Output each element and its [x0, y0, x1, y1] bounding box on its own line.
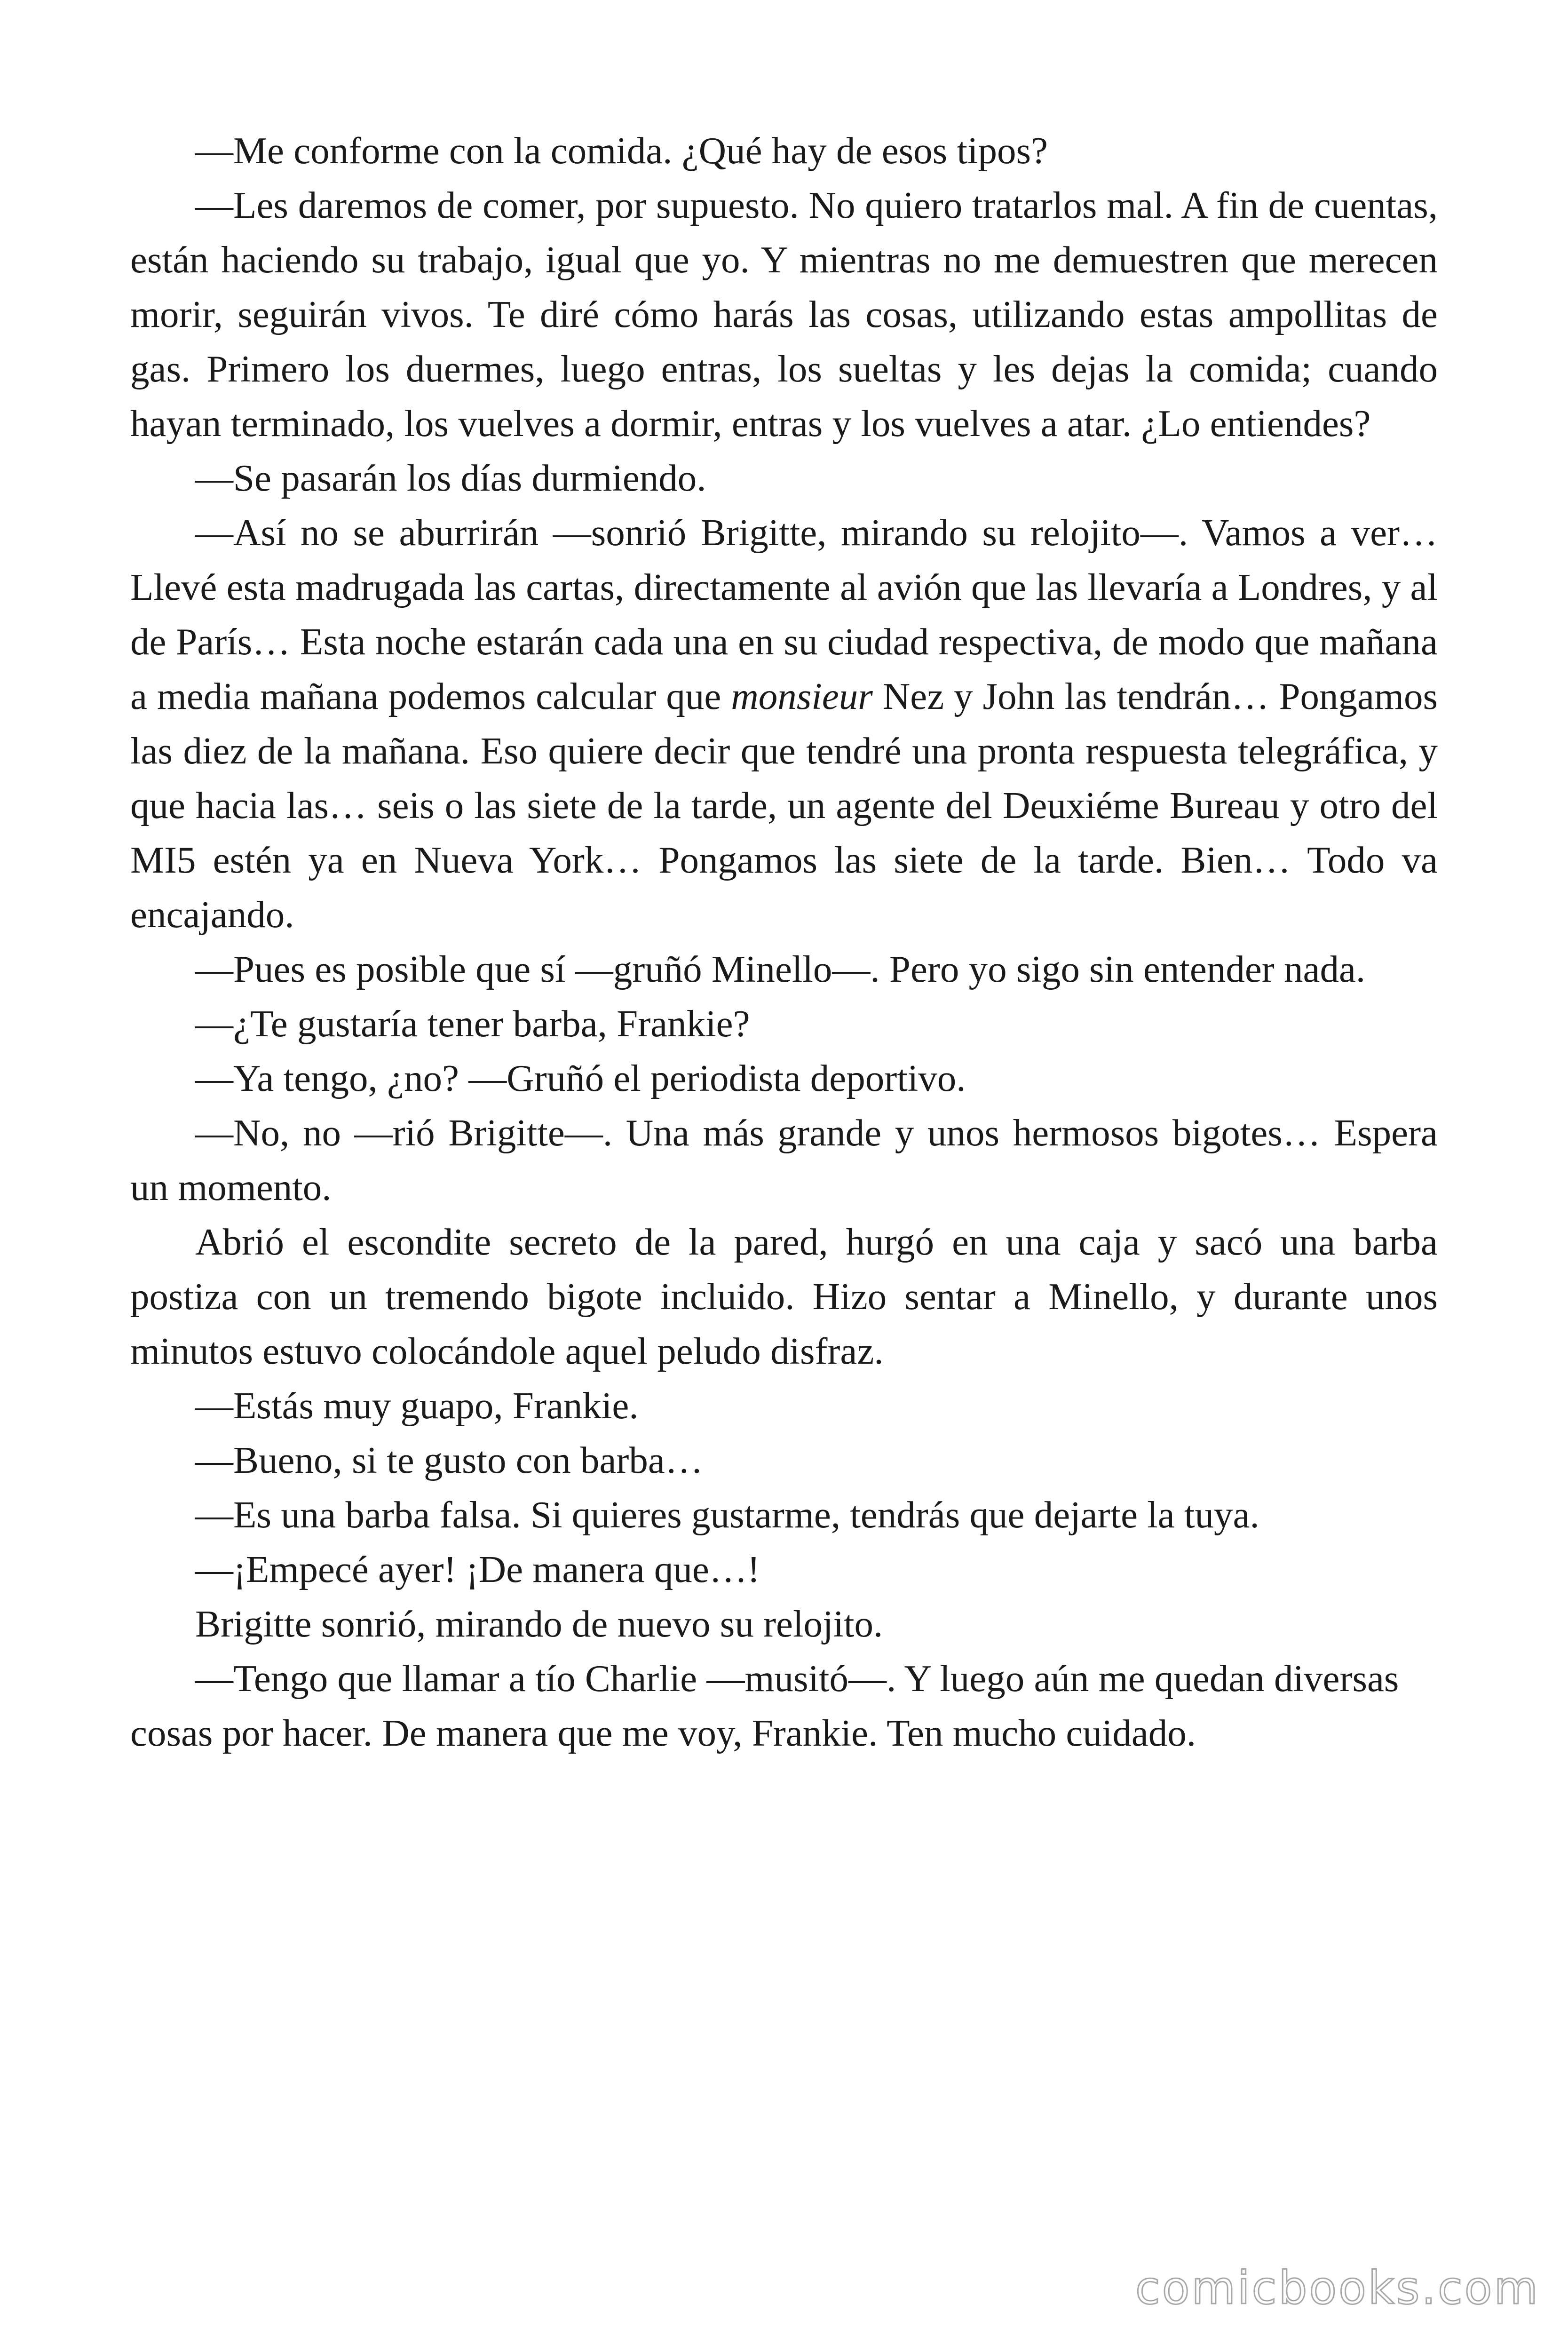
paragraph: Brigitte sonrió, mirando de nuevo su relojito.	[195, 1603, 883, 1645]
paragraph: —Me conforme con la comida. ¿Qué hay de esos tipos?	[195, 129, 1048, 172]
italic-word: monsieur	[731, 675, 873, 717]
paragraph-text: —Así no se aburrirán —sonrió Brigitte, mirando su relojito—. Vamos a ver… Llevé esta madrugada las cartas, directamente al avión que las llevaría a Londres, y al de París… Esta noche estarán cada una en su ciudad respectiva, de modo que mañana a media mañana podemos calcular que	[130, 511, 1438, 717]
paragraph: —Ya tengo, ¿no? —Gruñó el periodista deportivo.	[195, 1057, 966, 1099]
paragraph: —Les daremos de comer, por supuesto. No quiero tratarlos mal. A fin de cuentas, están haciendo su trabajo, igual que yo. Y mientras no me demuestren que merecen morir, seguirán vivos. Te diré cómo harás las cosas, utilizando estas ampollitas de gas. Primero los duermes, luego entras, los sueltas y les dejas la comida; cuando hayan terminado, los vuelves a dormir, entras y los vuelves a atar. ¿Lo entiendes?	[130, 184, 1438, 445]
paragraph: —Se pasarán los días durmiendo.	[195, 457, 706, 499]
paragraph: Abrió el escondite secreto de la pared, hurgó en una caja y sacó una barba postiza con un tremendo bigote incluido. Hizo sentar a Minello, y durante unos minutos estuvo colocándole aquel peludo disfraz.	[130, 1221, 1438, 1372]
paragraph: —Estás muy guapo, Frankie.	[195, 1384, 639, 1427]
paragraph	[130, 505, 1438, 942]
paragraph: —¡Empecé ayer! ¡De manera que…!	[195, 1548, 760, 1590]
paragraph: —No, no —rió Brigitte—. Una más grande y unos hermosos bigotes… Espera un momento.	[130, 1112, 1438, 1208]
paragraph-text: Nez y John las tendrán… Pongamos las diez de la mañana. Eso quiere decir que tendré una pronta respuesta telegráfica, y que hacia las… seis o las siete de la tarde, un agente del Deuxiéme Bureau y otro del MI5 estén ya en Nueva York… Pongamos las siete de la tarde. Bien… Todo va encajando.	[130, 675, 1438, 936]
watermark: comicbooks.com	[1135, 2262, 1540, 2314]
paragraph: —¿Te gustaría tener barba, Frankie?	[195, 1002, 750, 1045]
paragraph: —Es una barba falsa. Si quieres gustarme, tendrás que dejarte la tuya.	[195, 1494, 1259, 1536]
paragraph: —Pues es posible que sí —gruñó Minello—. Pero yo sigo sin entender nada.	[195, 948, 1366, 990]
paragraph: —Tengo que llamar a tío Charlie —musitó—. Y luego aún me quedan diversas cosas por hacer. De manera que me voy, Frankie. Ten mucho cuidado.	[130, 1657, 1399, 1754]
paragraph: —Bueno, si te gusto con barba…	[195, 1439, 703, 1481]
body-text	[130, 123, 1438, 1760]
